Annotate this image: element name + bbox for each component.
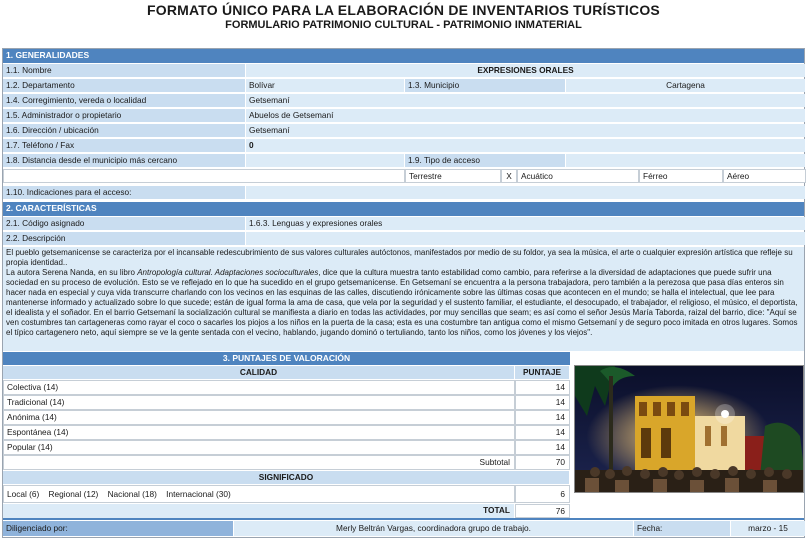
tipo-acceso-value <box>566 154 806 167</box>
row-acceso-opciones <box>3 169 804 183</box>
descripcion-book-title: Antropología cultural. Adaptaciones socioculturales <box>137 268 319 277</box>
row-footer <box>3 521 804 536</box>
row-telefono <box>3 139 804 153</box>
footer-divider <box>3 518 804 520</box>
row-total <box>3 504 804 518</box>
calidad-row-label: Anónima (14) <box>3 410 515 425</box>
direccion-value: Getsemaní <box>246 124 806 137</box>
row-indicaciones <box>3 186 804 200</box>
calidad-row-label: Colectiva (14) <box>3 380 515 395</box>
descripcion-paragraph-1: El pueblo getsemanicense se caracteriza por el incansable redescubrimiento de sus valores culturales autóctonos, manifestados por medio de su foldor, ya sea la música, el arte o cualquier expresión artística que refleje su propia identidad.. <box>6 248 793 267</box>
descripcion-paragraph-2 <box>6 268 801 338</box>
significado-value: 6 <box>515 485 570 503</box>
calidad-row-label: Espontánea (14) <box>3 425 515 440</box>
descripcion-text <box>3 247 804 351</box>
telefono-value: 0 <box>246 139 806 152</box>
row-corregimiento <box>3 94 804 108</box>
row-distancia <box>3 154 804 168</box>
acceso-ferreo: Férreo <box>639 169 723 183</box>
municipio-label: 1.3. Municipio <box>405 79 566 92</box>
fecha-label: Fecha: <box>634 521 731 536</box>
administrador-value: Abuelos de Getsemaní <box>246 109 806 122</box>
total-value: 76 <box>515 504 570 518</box>
corregimiento-value: Getsemaní <box>246 94 806 107</box>
diligenciado-label: Diligenciado por: <box>3 521 234 536</box>
codigo-value: 1.6.3. Lenguas y expresiones orales <box>246 217 806 230</box>
diligenciado-value: Merly Beltrán Vargas, coordinadora grupo de trabajo. <box>234 521 634 536</box>
section-generalidades: 1. GENERALIDADES <box>3 49 804 63</box>
calidad-row-score: 14 <box>515 425 570 440</box>
acceso-aereo: Aéreo <box>723 169 806 183</box>
distancia-value <box>246 154 405 167</box>
photo-illustration <box>575 366 804 493</box>
section-puntajes <box>3 352 804 365</box>
nombre-value: EXPRESIONES ORALES <box>246 64 806 77</box>
acceso-acuatico: Acuático <box>517 169 639 183</box>
subtotal-label: Subtotal <box>3 455 515 470</box>
codigo-label: 2.1. Código asignado <box>3 217 246 230</box>
row-direccion <box>3 124 804 138</box>
direccion-label: 1.6. Dirección / ubicación <box>3 124 246 137</box>
calidad-row-score: 14 <box>515 380 570 395</box>
departamento-label: 1.2. Departamento <box>3 79 246 92</box>
significado-regional: Regional (12) <box>48 489 99 499</box>
calidad-row-label: Tradicional (14) <box>3 395 515 410</box>
municipio-value: Cartagena <box>566 79 806 92</box>
row-descripcion <box>3 232 804 246</box>
significado-header: SIGNIFICADO <box>3 471 570 484</box>
fecha-value: marzo - 15 <box>731 521 806 536</box>
subtotal-value: 70 <box>515 455 570 470</box>
significado-nacional: Nacional (18) <box>107 489 157 499</box>
indicaciones-label: 1.10. Indicaciones para el acceso: <box>3 186 246 199</box>
calidad-row-label: Popular (14) <box>3 440 515 455</box>
distancia-label: 1.8. Distancia desde el municipio más cercano <box>3 154 246 167</box>
acceso-terrestre: Terrestre <box>405 169 501 183</box>
form-subtitle: FORMULARIO PATRIMONIO CULTURAL - PATRIMONIO INMATERIAL <box>225 19 582 31</box>
departamento-value: Bolívar <box>246 79 405 92</box>
descripcion-label: 2.2. Descripción <box>3 232 246 245</box>
row-nombre <box>3 64 804 78</box>
significado-internacional: Internacional (30) <box>166 489 231 499</box>
calidad-row-score: 14 <box>515 395 570 410</box>
row-departamento <box>3 79 804 93</box>
form-title: FORMATO ÚNICO PARA LA ELABORACIÓN DE INVENTARIOS TURÍSTICOS <box>147 2 660 18</box>
inventory-form <box>2 48 805 538</box>
corregimiento-label: 1.4. Corregimiento, vereda o localidad <box>3 94 246 107</box>
acceso-terrestre-mark: X <box>501 169 517 183</box>
descripcion-label-fill <box>246 232 806 245</box>
acceso-blank <box>3 169 405 183</box>
nombre-label: 1.1. Nombre <box>3 64 246 77</box>
total-label: TOTAL <box>3 504 515 518</box>
significado-local: Local (6) <box>7 489 40 499</box>
administrador-label: 1.5. Administrador o propietario <box>3 109 246 122</box>
calidad-row-score: 14 <box>515 440 570 455</box>
telefono-label: 1.7. Teléfono / Fax <box>3 139 246 152</box>
descripcion-p2-body: , dice que la cultura muestra tanto estabilidad como cambio, para referirse a la diversidad de adaptaciones que puede sufrir una sociedad en su proceso de evolución. Esto se ve reflejado en lo que ha sucedido en el grupo getsemanicense. En Getsemaní se encuentra a la persona trabajadora, pero también a la perezosa que pasa días enteros sin hacer nada en especial y cuya vida transcurre charlando con los vecinos en las esquinas de las calles, discutiendo irónicamente sobre las últimas cosas que acontecen en el mundo; se halla el intelectual, que lee para mantenerse informado y actualizado sobre lo que sucede; están de igual forma la ama de casa, que vela por la seguridad y el sustento familiar, el estudiante, el desocupado, el trabajador, el religioso, el músico, el deportista, el idealista y el soñador. En el barrio Getsemaní la socialización cultural se manifiesta a diario en todas las actividades, por muy sencillas que seam; es así como el señor Jesús María Taborda, raizal del barrio, dice: "Aquí se ven costumbres tan cartageneras como rayar el coco o sacarles los piojos a los niños en la puerta de la casa; esta es una costumbre tan antigua como el mismo Getsemaní y de seguro poco imitada en otros lugares. Somos el típico cartagenero neto, aquí siempre se ve la gente sentada con el vecino, hablando, jugando dominó o tertuliando, tanto los niños, como los jóvenes y los viejos". <box>6 268 798 337</box>
descripcion-p2-intro: La autora Serena Nanda, en su libro <box>6 268 138 277</box>
row-administrador <box>3 109 804 123</box>
row-codigo <box>3 217 804 231</box>
indicaciones-value <box>246 186 806 199</box>
significado-options <box>3 485 515 503</box>
getsemani-night-photo <box>574 365 804 493</box>
calidad-row-score: 14 <box>515 410 570 425</box>
section-caracteristicas: 2. CARACTERÍSTICAS <box>3 202 804 216</box>
puntajes-title: 3. PUNTAJES DE VALORACIÓN <box>3 352 570 365</box>
calidad-header: CALIDAD <box>3 366 515 379</box>
tipo-acceso-label: 1.9. Tipo de acceso <box>405 154 566 167</box>
puntaje-header: PUNTAJE <box>515 366 570 379</box>
